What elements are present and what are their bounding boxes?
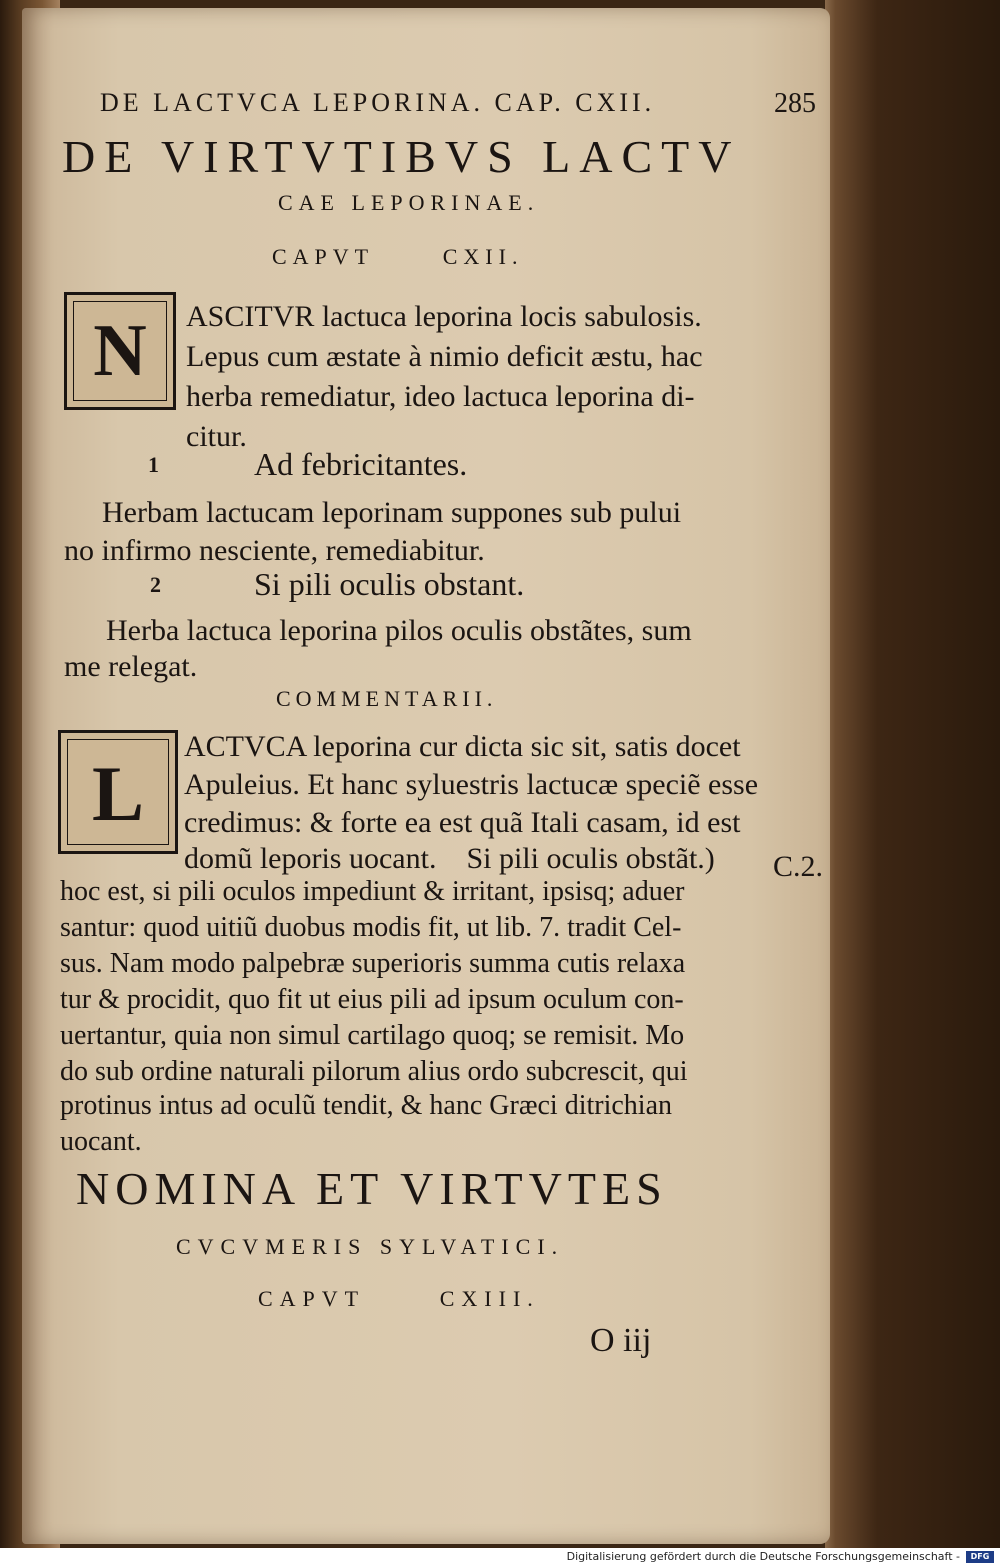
commentary-heading: COMMENTARII. xyxy=(276,686,498,711)
commentary-line: uocant. xyxy=(60,1126,142,1157)
page-number: 285 xyxy=(774,88,816,119)
commentary-line: do sub ordine naturali pilorum alius ordo subcrescit, qui xyxy=(60,1056,688,1087)
next-chapter-title-line2: CVCVMERIS SYLVATICI. xyxy=(176,1234,565,1259)
commentary-line: uertantur, quia non simul cartilago quoq; se remisit. Mo xyxy=(60,1020,685,1051)
paragraph-line: citur. xyxy=(186,420,247,453)
remedy-number: 1 xyxy=(148,452,159,477)
book-edge-right xyxy=(825,0,1000,1548)
running-head: DE LACTVCA LEPORINA. CAP. CXII. xyxy=(100,88,656,117)
decorated-initial-n xyxy=(64,292,176,410)
dfg-logo: DFG xyxy=(966,1551,994,1563)
paragraph-line: Lepus cum æstate à nimio deficit æstu, hac xyxy=(186,340,703,373)
commentary-line: sus. Nam modo palpebræ superioris summa cutis relaxa xyxy=(60,948,686,979)
commentary-line: protinus intus ad oculũ tendit, & hanc Græci ditrichian xyxy=(60,1090,672,1121)
chapter-title-line1: DE VIRTVTIBVS LACTV xyxy=(62,131,741,182)
commentary-line: ACTVCA leporina cur dicta sic sit, satis docet xyxy=(184,730,741,763)
commentary-line: domũ leporis uocant. Si pili oculis obstãt.) xyxy=(184,842,715,875)
chapter-title-line2: CAE LEPORINAE. xyxy=(278,190,540,215)
caput-label: CAPVT CXII. xyxy=(272,244,524,269)
signature-mark: O iij xyxy=(590,1322,652,1359)
commentary-line: hoc est, si pili oculos impediunt & irritant, ipsisq; aduer xyxy=(60,876,685,907)
paragraph-line: ASCITVR lactuca leporina locis sabulosis. xyxy=(186,300,702,333)
commentary-line: Apuleius. Et hanc syluestris lactucæ speciẽ esse xyxy=(184,768,759,801)
initial-letter: N xyxy=(93,310,147,392)
remedy-text-line: Herba lactuca leporina pilos oculis obstãtes, sum xyxy=(106,614,692,647)
next-chapter-title-line1: NOMINA ET VIRTVTES xyxy=(76,1163,668,1214)
initial-letter: L xyxy=(91,750,145,837)
remedy-number: 2 xyxy=(150,572,161,597)
remedy-heading: Ad febricitantes. xyxy=(254,446,468,482)
next-caput-label: CAPVT CXIII. xyxy=(258,1286,540,1311)
remedy-text-line: no infirmo nesciente, remediabitur. xyxy=(64,534,485,567)
commentary-line: santur: quod uitiũ duobus modis fit, ut lib. 7. tradit Cel- xyxy=(60,912,682,943)
remedy-heading: Si pili oculis obstant. xyxy=(254,566,525,602)
remedy-text-line: me relegat. xyxy=(64,650,198,683)
margin-note: C.2. xyxy=(773,850,824,883)
commentary-line: credimus: & forte ea est quã Itali casam, id est xyxy=(184,806,741,839)
remedy-text-line: Herbam lactucam leporinam suppones sub pului xyxy=(102,496,682,529)
digitization-credit: Digitalisierung gefördert durch die Deutsche Forschungsgemeinschaft - xyxy=(566,1550,960,1563)
decorated-initial-l xyxy=(58,730,178,854)
commentary-line: tur & procidit, quo fit ut eius pili ad ipsum oculum con- xyxy=(60,984,684,1015)
paragraph-line: herba remediatur, ideo lactuca leporina di- xyxy=(186,380,695,413)
